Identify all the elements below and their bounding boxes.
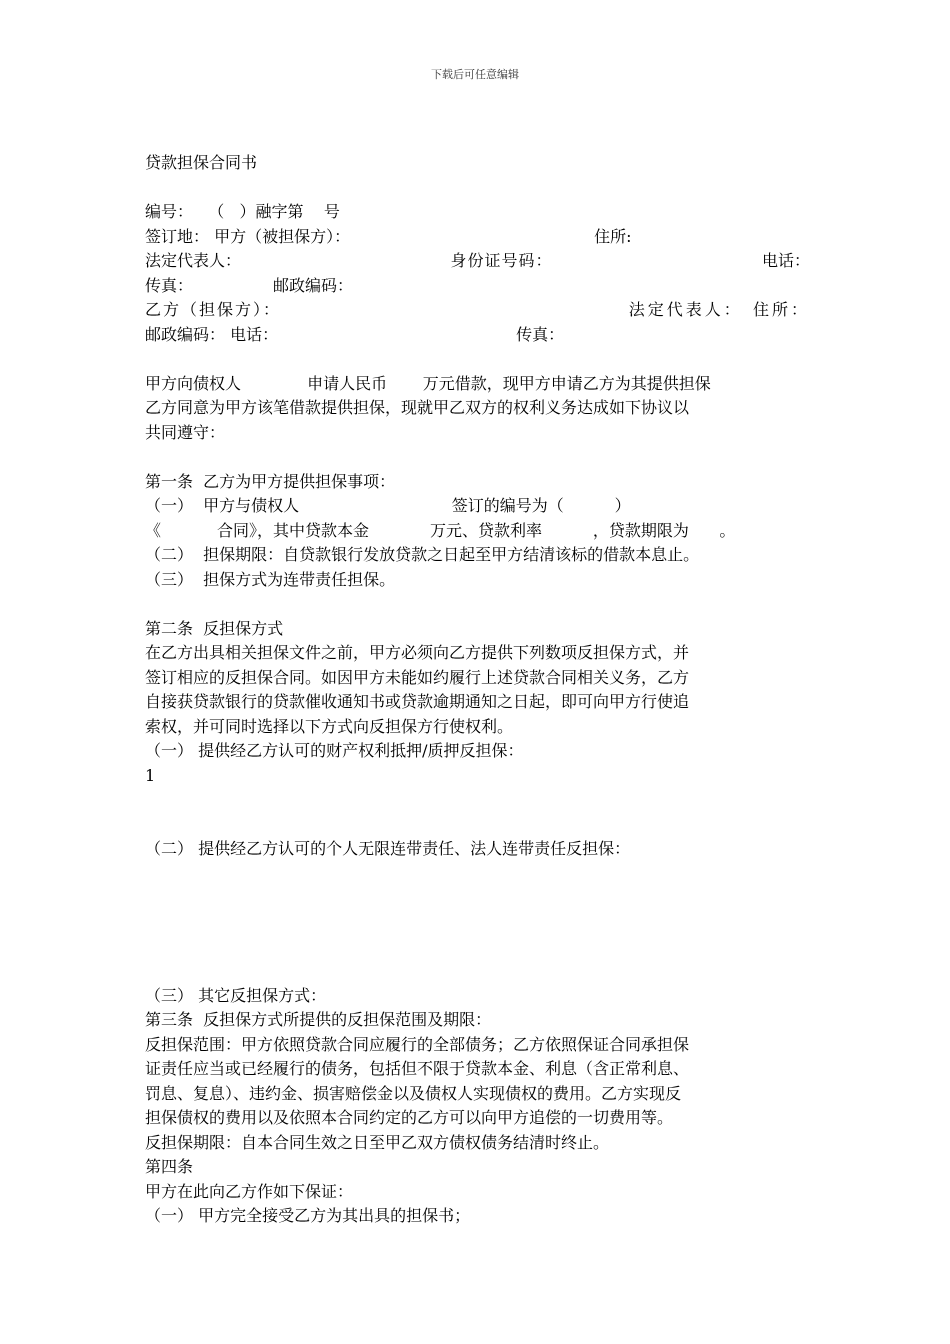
party-b-label: 乙方（担保方）：	[145, 300, 282, 319]
legal-rep-a-label: 法定代表人：	[145, 251, 242, 270]
article-3-para-3: 罚息、复息）、违约金、损害赔偿金以及债权人实现债权的费用。乙方实现反	[145, 1083, 682, 1103]
article-1-item-1a: （一） 甲方与债权人 签订的编号为（ ）	[145, 496, 631, 515]
intro-line-3: 共同遵守：	[145, 422, 226, 442]
page-header-note: 下载后可任意编辑	[431, 68, 519, 81]
id-number-label: 身份证号码：	[450, 251, 553, 270]
article-2-item-1-number: 1	[145, 765, 156, 785]
party-a-address-label: 住所:	[594, 226, 632, 246]
article-4-heading: 第四条	[145, 1157, 194, 1176]
sign-place-row	[145, 225, 810, 250]
article-1-item-1b: 《 合同》，其中贷款本金 万元、贷款利率 ，贷款期限为 。	[145, 520, 736, 540]
party-a-postcode-label: 邮政编码：	[273, 275, 354, 295]
article-3-para-1: 反担保范围：甲方依照贷款合同应履行的全部债务；乙方依照保证合同承担保	[145, 1034, 690, 1054]
article-2-item-2: （二） 提供经乙方认可的个人无限连带责任、法人连带责任反担保：	[145, 839, 631, 858]
party-a-phone-label: 电话：	[761, 251, 810, 270]
party-b-postcode-label: 邮政编码：	[145, 324, 226, 344]
document-body	[145, 200, 810, 1229]
contract-number: 编号： （ ）融字第 号	[145, 202, 340, 221]
article-2-para-4: 索权，并可同时选择以下方式向反担保方行使权利。	[145, 716, 514, 736]
article-3-para-5: 反担保期限：自本合同生效之日至甲乙双方债权债务结清时终止。	[145, 1132, 610, 1152]
article-2-para-2: 签订相应的反担保合同。如因甲方未能如约履行上述贷款合同相关义务，乙方	[145, 667, 690, 687]
party-b-phone-label: 电话：	[230, 324, 279, 344]
document-title: 贷款担保合同书	[145, 153, 258, 172]
legal-rep-b-label: 法定代表人：	[628, 300, 743, 319]
article-4-item-1: （一） 甲方完全接受乙方为其出具的担保书；	[145, 1206, 471, 1225]
article-1-item-2: （二） 担保期限：自贷款银行发放贷款之日起至甲方结清该标的借款本息止。	[145, 545, 700, 564]
fax-postcode-a-row	[145, 274, 810, 299]
article-1-heading: 第一条 乙方为甲方提供担保事项：	[145, 471, 396, 491]
sign-place-label: 签订地：	[145, 226, 210, 246]
article-2-para-3: 自接获贷款银行的贷款催收通知书或贷款逾期通知之日起，即可向甲方行使追	[145, 692, 690, 711]
article-3-heading: 第三条 反担保方式所提供的反担保范围及期限：	[145, 1010, 492, 1029]
intro-line-2: 乙方同意为甲方该笔借款提供担保，现就甲乙双方的权利义务达成如下协议以	[145, 398, 690, 417]
intro-line-1: 甲方向债权人 申请人民币 万元借款，现甲方申请乙方为其提供担保	[145, 373, 711, 393]
article-3-para-2: 证责任应当或已经履行的债务，包括但不限于贷款本金、利息（含正常利息、	[145, 1059, 690, 1078]
article-2-para-1: 在乙方出具相关担保文件之前，甲方必须向乙方提供下列数项反担保方式，并	[145, 643, 690, 662]
article-2-heading: 第二条 反担保方式	[145, 618, 284, 638]
article-1-item-3: （三） 担保方式为连带责任担保。	[145, 569, 396, 589]
party-b-fax-label: 传真：	[516, 324, 565, 344]
legal-rep-a-row	[145, 249, 810, 274]
article-3-para-4: 担保债权的费用以及依照本合同约定的乙方可以向甲方追偿的一切费用等。	[145, 1108, 674, 1127]
party-a-fax-label: 传真：	[145, 275, 194, 295]
party-a-label: 甲方（被担保方）：	[214, 226, 351, 246]
party-b-row	[145, 298, 810, 323]
article-2-item-3: （三） 其它反担保方式：	[145, 985, 327, 1005]
article-2-item-1: （一） 提供经乙方认可的财产权利抵押/质押反担保：	[145, 741, 524, 760]
party-b-address-label: 住所：	[752, 300, 810, 319]
article-4-para-1: 甲方在此向乙方作如下保证：	[145, 1181, 354, 1201]
party-b-contact-row	[145, 323, 810, 348]
